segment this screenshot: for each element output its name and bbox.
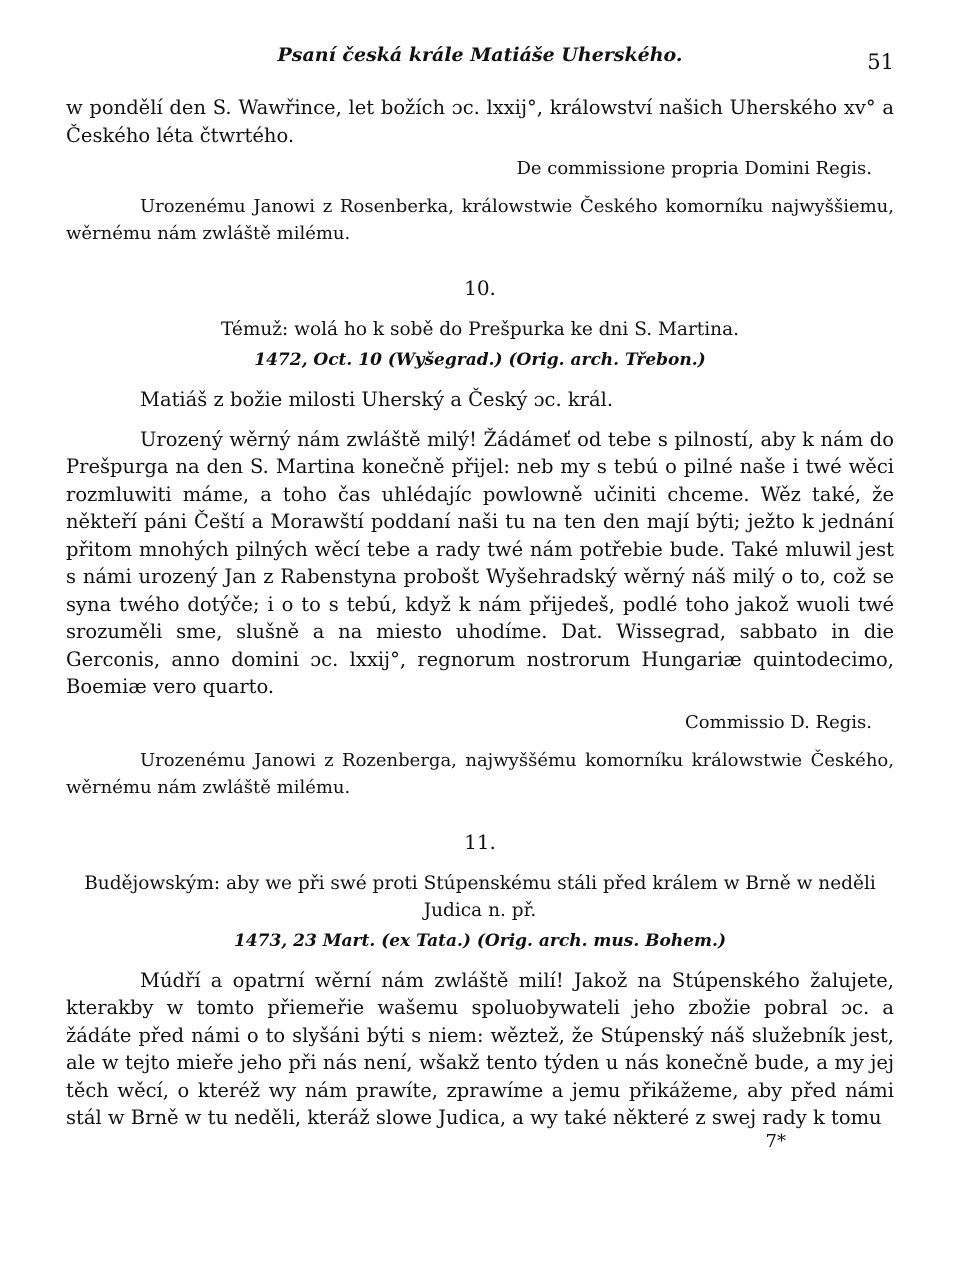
doc10-regest: Témuž: wolá ho k sobě do Prešpurka ke dni S. Martina.: [221, 319, 739, 340]
doc10-commission: Commissio D. Regis.: [685, 711, 872, 733]
page-number: 51: [867, 50, 894, 74]
doc10-intitulation: Matiáš z božie milosti Uherský a Český ɔc. král.: [140, 388, 614, 411]
doc11-body: Múdří a opatrní wěrní nám zwláště milí! Jakož na Stúpenského žalujete, kterakby w tomto přiemeřie wašemu spoluobywateli jeho zbožie pobral ɔc. a žádáte před námi o to slyšáni býti s niem: wěztež, že Stúpenský náš služebník jest, ale w tejto mieře jeho při nás není, wšakž tento týden u nás konečně bude, a my jej těch wěcí, o kteréž wy nám prawíte, zprawíme a jemu přikážeme, aby před námi stál w Brně w tu neděli, kteráž slowe Judica, a wy také některé z swej rady k tomu: [66, 968, 894, 1129]
signature-mark: 7*: [765, 1130, 786, 1152]
doc11-number: 11.: [464, 829, 496, 854]
doc9-closing-text: w pondělí den S. Wawřince, let božích ɔc. lxxij°, králowství našich Uherského xv° a Českého léta čtwrtého.: [66, 96, 894, 147]
running-title: Psaní česká krále Matiáše Uherského.: [277, 44, 683, 66]
running-head: [66, 40, 894, 80]
doc10-number: 10.: [464, 276, 496, 300]
doc11-regest: Budějowským: aby we při swé proti Stúpenskému stáli před králem w Brně w neděli Judica n. př.: [84, 872, 876, 921]
doc9-commission: De commissione propria Domini Regis.: [516, 158, 872, 179]
doc11-dating: 1473, 23 Mart. (ex Tata.) (Orig. arch. mus. Bohem.): [233, 930, 726, 951]
doc9-address: Urozenému Janowi z Rosenberka, králowstwie Českého komorníku najwyššiemu, wěrnému nám zwláště milému.: [66, 196, 894, 244]
doc10-dating: 1472, Oct. 10 (Wyšegrad.) (Orig. arch. Třebon.): [254, 350, 706, 370]
document-page: [66, 40, 894, 1152]
doc10-body: Urozený wěrný nám zwláště milý! Žádámeť od tebe s pilností, aby k nám do Prešpurga na den S. Martina konečně přijel: neb my s tebú o pilné naše i twé wěci rozmluwiti máme, a toho čas uhlédajíc powlowně učiniti chceme. Wěz také, že někteří páni Čeští a Morawští poddaní naši tu na ten den mají býti; ježto k jednání přitom mnohých pilných wěcí tebe a rady twé nám potřebie bude. Také mluwil jest s námi urozený Jan z Rabenstyna probošt Wyšehradský wěrný náš milý o to, což se syna twého dotýče; i o to s tebú, když k nám přijedeš, podlé toho jakož wuoli twé srozuměli sme, slušně a na miesto uhodíme. Dat. Wissegrad, sabbato in die Gerconis, anno domini ɔc. lxxij°, regnorum nostrorum Hungariæ quintodecimo, Boemiæ vero quarto.: [66, 427, 894, 698]
doc10-address: Urozenému Janowi z Rozenberga, najwyššému komorníku králowstwie Českého, wěrnému nám zwláště milému.: [66, 749, 894, 798]
